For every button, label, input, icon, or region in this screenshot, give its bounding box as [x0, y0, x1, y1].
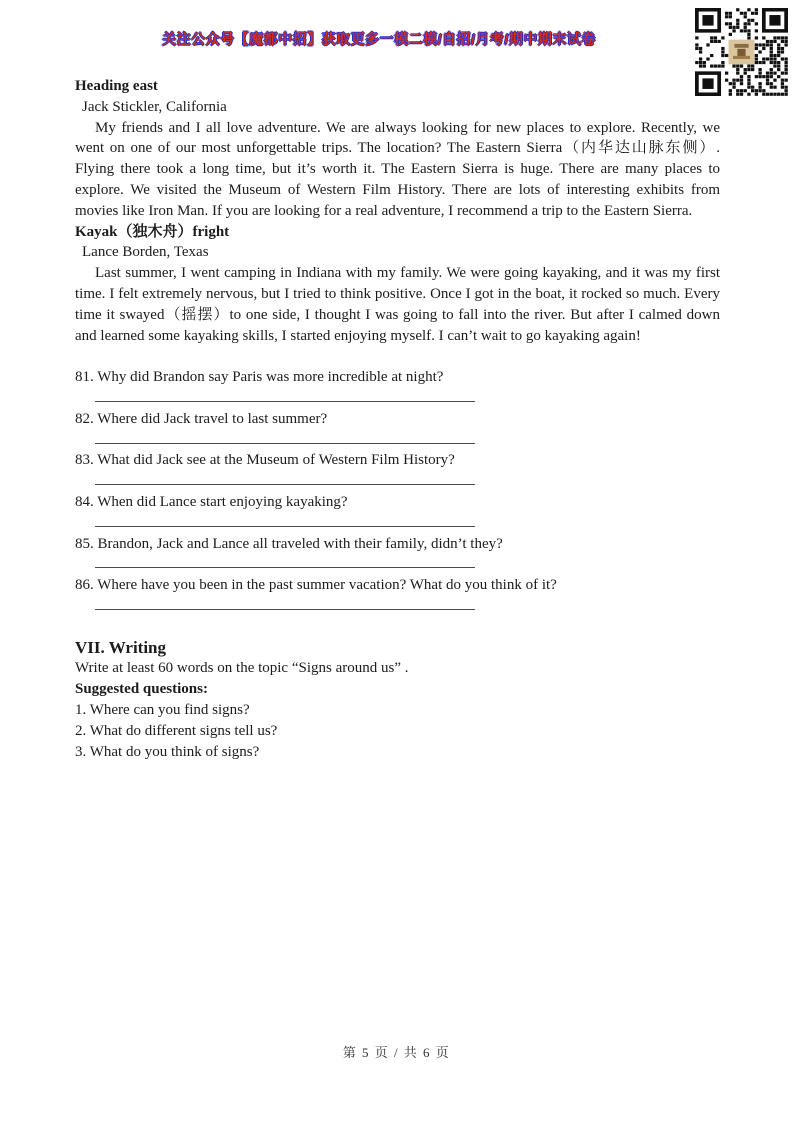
question-line-85 [75, 534, 720, 555]
question-number: 83. [75, 452, 94, 469]
question-line-82 [75, 409, 720, 430]
writing-instruction: Write at least 60 words on the topic “Signs around us” . [75, 660, 409, 677]
answer-blank-84 [75, 513, 720, 534]
answer-blank-86 [75, 596, 720, 617]
page-number-indicator: 第 5 页 / 共 6 页 [342, 1045, 451, 1060]
question-text: Where did Jack travel to last summer? [97, 410, 328, 427]
answer-underline [95, 471, 475, 485]
question-number: 85. [75, 535, 94, 552]
writing-question-3: 3. What do you think of signs? [75, 743, 260, 760]
answer-underline [95, 596, 475, 610]
passage-body: My friends and I all love adventure. We are always looking for new places to explore. Recently, we went on one of our most unforgettable trips. The location? The Eastern Sierra（内华达山脉东侧）. Flying there took a long time, but it’s worth it. The Eastern Sierra is huge. There are many places to explore. We visited the Museum of Western Film History. There are lots of interesting exhibits from movies like Iron Man. If you are looking for a real adventure, I recommend a trip to the Eastern Sierra. [75, 119, 720, 219]
blank-line [75, 346, 720, 367]
writing-section-heading: VII. Writing [75, 637, 167, 657]
answer-underline [95, 554, 475, 568]
passage-title: Heading east [75, 78, 158, 94]
suggested-questions-label: Suggested questions: [75, 681, 208, 698]
passage-byline: Jack Stickler, California [82, 98, 227, 115]
answer-underline [95, 513, 475, 527]
question-line-86 [75, 575, 720, 596]
passage-body: Last summer, I went camping in Indiana with my family. We were going kayaking, and it was my first time. I felt extremely nervous, but I tried to think positive. Once I got in the boat, it rocked so much. Every time it swayed（摇摆）to one side, I thought I was going to fall into the river. But after I calmed down and learned some kayaking skills, I started enjoying myself. I can’t wait to go kayaking again! [75, 265, 720, 344]
question-text: What did Jack see at the Museum of Western Film History? [97, 452, 455, 469]
blank-line [75, 617, 720, 638]
question-line-84 [75, 492, 720, 513]
answer-blank-83 [75, 471, 720, 492]
answer-underline [95, 430, 475, 444]
answer-blank-82 [75, 430, 720, 451]
question-number: 82. [75, 410, 94, 427]
question-text: Brandon, Jack and Lance all traveled with their family, didn’t they? [97, 535, 503, 552]
writing-question-1: 1. Where can you find signs? [75, 701, 250, 718]
question-text: When did Lance start enjoying kayaking? [97, 493, 348, 510]
header-promo-text: 关注公众号【魔都中招】获取更多一模二模/自招/月考/期中期末试卷 [162, 31, 596, 47]
page-body [75, 76, 720, 762]
question-number: 81. [75, 369, 94, 386]
passage-title: Kayak（独木舟）fright [75, 223, 230, 240]
answer-underline [95, 388, 475, 402]
answer-blank-85 [75, 554, 720, 575]
writing-question-2: 2. What do different signs tell us? [75, 722, 278, 739]
question-text: Why did Brandon say Paris was more incredible at night? [97, 369, 444, 386]
question-line-81 [75, 367, 720, 388]
question-text: Where have you been in the past summer vacation? What do you think of it? [97, 577, 557, 594]
question-number: 84. [75, 493, 94, 510]
answer-blank-81 [75, 388, 720, 409]
question-number: 86. [75, 577, 94, 594]
question-line-83 [75, 450, 720, 471]
passage-byline: Lance Borden, Texas [82, 244, 209, 261]
